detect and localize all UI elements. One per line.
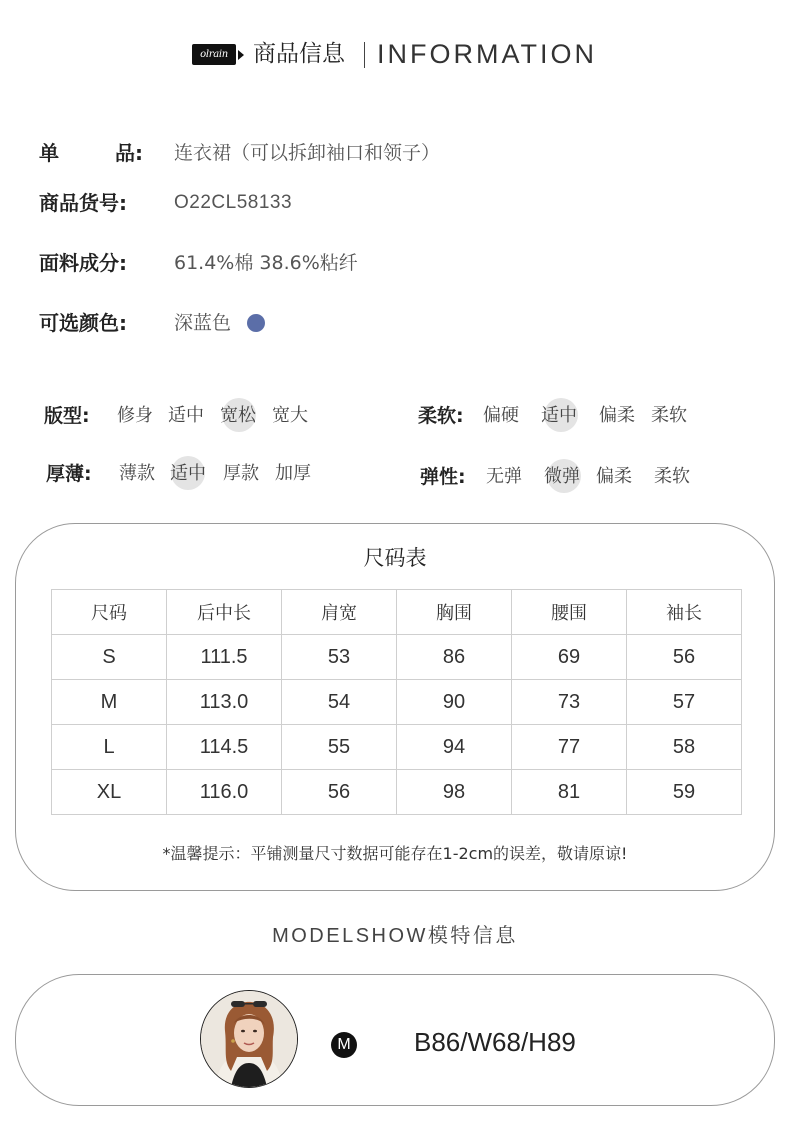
thickness-label: 厚薄:	[46, 463, 92, 485]
thickness-option: 适中	[170, 463, 206, 484]
fit-label: 版型:	[44, 405, 90, 427]
fit-option: 宽大	[272, 405, 308, 426]
softness-option: 偏硬	[483, 405, 519, 426]
color-swatch	[247, 314, 265, 332]
fabric-label: 面料成分:	[39, 251, 127, 275]
size-chart-title: 尺码表	[363, 546, 427, 570]
table-header-cell: 尺码	[52, 590, 167, 635]
color-label: 可选颜色:	[39, 311, 127, 335]
section-title-en: INFORMATION	[377, 39, 597, 69]
single-label-a: 单	[39, 141, 59, 165]
table-cell: S	[52, 635, 167, 680]
model-section-title: MODELSHOW模特信息	[272, 925, 518, 947]
thickness-option: 薄款	[119, 463, 155, 484]
table-cell: 53	[282, 635, 397, 680]
table-cell: 86	[397, 635, 512, 680]
table-row	[52, 725, 742, 770]
sku-value: O22CL58133	[174, 192, 293, 213]
elasticity-label: 弹性:	[420, 466, 466, 488]
table-cell: M	[52, 680, 167, 725]
table-row	[52, 635, 742, 680]
table-header-cell: 后中长	[167, 590, 282, 635]
elasticity-option: 偏柔	[596, 466, 632, 487]
table-cell: 81	[512, 770, 627, 815]
table-cell: 59	[627, 770, 742, 815]
fit-option: 宽松	[220, 405, 256, 426]
fabric-value: 61.4%棉 38.6%粘纤	[174, 252, 358, 274]
table-cell: 57	[627, 680, 742, 725]
model-size-badge: M	[331, 1032, 357, 1058]
thickness-option: 加厚	[275, 463, 311, 484]
single-value: 连衣裙（可以拆卸袖口和领子）	[174, 142, 441, 164]
table-cell: 114.5	[167, 725, 282, 770]
table-cell: 90	[397, 680, 512, 725]
table-row	[52, 680, 742, 725]
table-cell: 56	[282, 770, 397, 815]
sku-label: 商品货号:	[39, 191, 127, 215]
elasticity-option: 微弹	[544, 466, 580, 487]
table-cell: L	[52, 725, 167, 770]
elasticity-option: 无弹	[486, 466, 522, 487]
table-header-cell: 腰围	[512, 590, 627, 635]
size-table	[51, 589, 742, 815]
table-cell: 94	[397, 725, 512, 770]
table-header-row	[52, 590, 742, 635]
table-cell: 98	[397, 770, 512, 815]
logo-arrow-icon	[238, 50, 244, 60]
table-cell: XL	[52, 770, 167, 815]
table-row	[52, 770, 742, 815]
table-header-cell: 袖长	[627, 590, 742, 635]
softness-label: 柔软:	[418, 405, 464, 427]
section-title-cn: 商品信息	[253, 41, 345, 67]
softness-option: 柔软	[651, 405, 687, 426]
softness-option: 偏柔	[599, 405, 635, 426]
table-cell: 55	[282, 725, 397, 770]
fit-option: 修身	[117, 405, 153, 426]
table-header-cell: 肩宽	[282, 590, 397, 635]
table-cell: 73	[512, 680, 627, 725]
table-header-cell: 胸围	[397, 590, 512, 635]
single-label-b: 品:	[115, 141, 143, 165]
table-cell: 58	[627, 725, 742, 770]
model-info-panel	[15, 974, 775, 1106]
table-cell: 111.5	[167, 635, 282, 680]
table-cell: 113.0	[167, 680, 282, 725]
measurement-note: *温馨提示：平铺测量尺寸数据可能存在1-2cm的误差，敬请原谅!	[162, 844, 628, 863]
thickness-option: 厚款	[223, 463, 259, 484]
color-value: 深蓝色	[174, 312, 232, 334]
table-cell: 56	[627, 635, 742, 680]
model-avatar	[200, 990, 298, 1088]
table-cell: 77	[512, 725, 627, 770]
fit-option: 适中	[168, 405, 204, 426]
brand-logo: olrain	[192, 44, 236, 65]
softness-option: 适中	[541, 405, 577, 426]
model-portrait-image	[201, 991, 297, 1087]
table-cell: 69	[512, 635, 627, 680]
table-cell: 54	[282, 680, 397, 725]
table-cell: 116.0	[167, 770, 282, 815]
elasticity-option: 柔软	[654, 466, 690, 487]
title-divider	[364, 42, 365, 68]
model-measurements: B86/W68/H89	[414, 1027, 576, 1057]
